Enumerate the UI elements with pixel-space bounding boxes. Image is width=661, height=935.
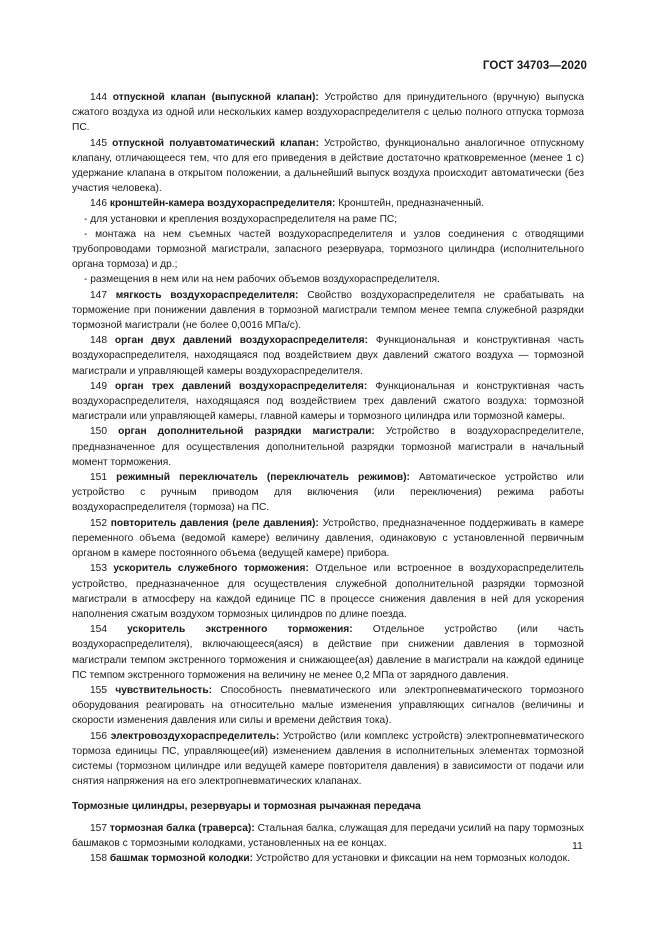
entries-group-3 <box>72 821 584 867</box>
entry-definition: Устройство в воздухораспределителе, предназначенное для осуществления дополнительной разрядки тормозной магистрали в начальный момент торможения. <box>72 426 584 468</box>
entry-146-bullets <box>72 212 584 288</box>
entry-number: 145 <box>90 137 107 149</box>
entry-definition: Способность пневматического или электропневматического тормозного оборудования реагировать на относительно малые изменения управляющих сигналов (величины и скорости изменения давления или силы и времени действия тока). <box>72 684 584 727</box>
entry-number: 149 <box>90 380 107 392</box>
entry-definition: Устройство, предназначенное поддерживать в камере переменного объема (ведомой камере) величину давления, одинаковую с установленной первичным органом в камере постоянного объема (ведущей камере) прибора. <box>72 517 584 560</box>
entry-definition: Кронштейн, предназначенный. <box>338 198 485 210</box>
entry-number: 158 <box>90 852 107 864</box>
entries-group-2 <box>72 288 584 790</box>
entry-term: ускоритель служебного торможения: <box>113 563 309 575</box>
definition-entry <box>72 561 584 622</box>
entry-definition: Устройство для принудительного (вручную) выпуска сжатого воздуха из одной или нескольких камер воздухораспределителя с целью полного отпуска тормоза ПС. <box>72 92 584 134</box>
entry-definition: Функциональная и конструктивная часть воздухораспределителя, находящаяся под воздействием трех давлений сжатого воздуха: тормозной магистрали или управляющей камеры, главной камеры и тормозного цилиндра или тормозной камеры. <box>72 380 584 423</box>
bullet-item: - монтажа на нем съемных частей воздухораспределителя и узлов соединения с отводящими трубопроводами тормозной магистрали, запасного резервуара, тормозного цилиндра (исполнительного органа тормоза) и др.; <box>72 228 584 271</box>
entry-number: 146 <box>90 198 107 210</box>
definition-entry <box>72 851 584 866</box>
entry-term: отпускной полуавтоматический клапан: <box>112 137 319 149</box>
definition-entry <box>72 379 584 425</box>
entry-number: 154 <box>90 624 107 636</box>
definition-entry <box>72 196 584 211</box>
document-body <box>72 90 584 866</box>
entry-definition: Устройство для установки и фиксации на нем тормозных колодок. <box>255 852 570 864</box>
definition-entry <box>72 136 584 197</box>
entry-term: повторитель давления (реле давления): <box>110 517 319 529</box>
entry-definition: Функциональная и конструктивная часть воздухораспределителя, находящаяся под воздействием двух давлений сжатого воздуха — тормозной магистрали и управляющей камеры воздухораспределителя. <box>72 335 584 377</box>
entry-number: 148 <box>90 335 107 347</box>
section-heading: Тормозные цилиндры, резервуары и тормозная рычажная передача <box>72 801 421 813</box>
entry-definition: Свойство воздухораспределителя не срабатывать на торможение при понижении давления в тормозной магистрали темпом менее темпа служебной разрядки тормозной магистрали (не более 0,0016 МПа/с). <box>72 289 584 332</box>
entry-term: кронштейн-камера воздухораспределителя: <box>109 198 336 210</box>
definition-entry <box>72 729 584 790</box>
entry-term: ускоритель экстренного торможения: <box>127 624 353 636</box>
definition-entry <box>72 516 584 562</box>
entry-number: 157 <box>90 822 107 834</box>
entry-term: отпускной клапан (выпускной клапан): <box>112 92 319 103</box>
bullet-item: - для установки и крепления воздухораспределителя на раме ПС; <box>84 213 398 225</box>
entry-term: тормозная балка (траверса): <box>109 822 255 834</box>
entry-term: мягкость воздухораспределителя: <box>115 289 299 301</box>
bullet-item: - размещения в нем или на нем рабочих объемов воздухораспределителя. <box>84 274 440 286</box>
entry-term: режимный переключатель (переключатель режимов): <box>116 472 410 484</box>
entry-term: орган трех давлений воздухораспределителя: <box>115 380 368 392</box>
entry-number: 144 <box>90 92 107 103</box>
definition-entry <box>72 90 584 136</box>
definition-entry <box>72 470 584 516</box>
entry-term: орган дополнительной разрядки магистрали: <box>118 426 375 438</box>
entry-number: 151 <box>90 472 107 484</box>
entry-number: 155 <box>90 684 107 696</box>
entries-group-1 <box>72 90 584 212</box>
definition-entry <box>72 333 584 379</box>
entry-definition: Устройство, функционально аналогичное отпускному клапану, отличающееся тем, что для его приведения в действие достаточно кратковременное (менее 1 с) удержание клапана в открытом положении, а дальнейший выпуск воздуха происходит автоматически (без участия человека). <box>72 137 584 195</box>
entry-definition: Стальная балка, служащая для передачи усилий на пару тормозных башмаков с тормозными колодками, установленных на ее концах. <box>72 822 584 849</box>
standard-header: ГОСТ 34703—2020 <box>482 60 587 72</box>
entry-number: 152 <box>90 517 107 529</box>
entry-definition: Автоматическое устройство или устройство с ручным приводом для включения (или переключения) режима работы воздухораспределителя (тормоза) на ПС. <box>72 472 584 514</box>
entry-term: башмак тормозной колодки: <box>109 852 254 864</box>
page-number: 11 <box>572 840 583 852</box>
entry-number: 150 <box>90 426 107 438</box>
entry-number: 147 <box>90 289 107 301</box>
definition-entry <box>72 622 584 683</box>
entry-definition: Отдельное или встроенное в воздухораспределитель устройство, предназначенное для осуществления служебной дополнительной разрядки тормозной магистрали в атмосферу на каждой единице ПС в процессе снижения давления в ней для ускорения наполнения сжатым воздухом тормозных цилиндров по длине поезда. <box>72 563 584 620</box>
entry-definition: Отдельное устройство (или часть воздухораспределителя), включающееся(аяся) в действие при снижении давления в тормозной магистрали темпом экстренного торможения и снижающее(ая) давление в магистрали на каждой единице ПС темпом экстренного торможения на величину не менее 0,2 МПа от зарядного давления. <box>72 624 584 681</box>
definition-entry <box>72 288 584 334</box>
definition-entry <box>72 821 584 851</box>
entry-definition: Устройство (или комплекс устройств) электропневматического тормоза единицы ПС, управляющее(ий) изменением давления в исполнительных элементах тормозной системы (тормозном цилиндре или ведущей камере повторителя давления) в зависимости от подачи или снятия напряжения на его электропневматических клапанах. <box>72 730 584 788</box>
entry-term: электровоздухораспределитель: <box>110 730 280 742</box>
entry-term: чувствительность: <box>115 684 213 696</box>
definition-entry <box>72 683 584 729</box>
entry-number: 153 <box>90 563 107 575</box>
entry-number: 156 <box>90 730 107 742</box>
definition-entry <box>72 424 584 470</box>
entry-term: орган двух давлений воздухораспределителя: <box>114 335 368 347</box>
